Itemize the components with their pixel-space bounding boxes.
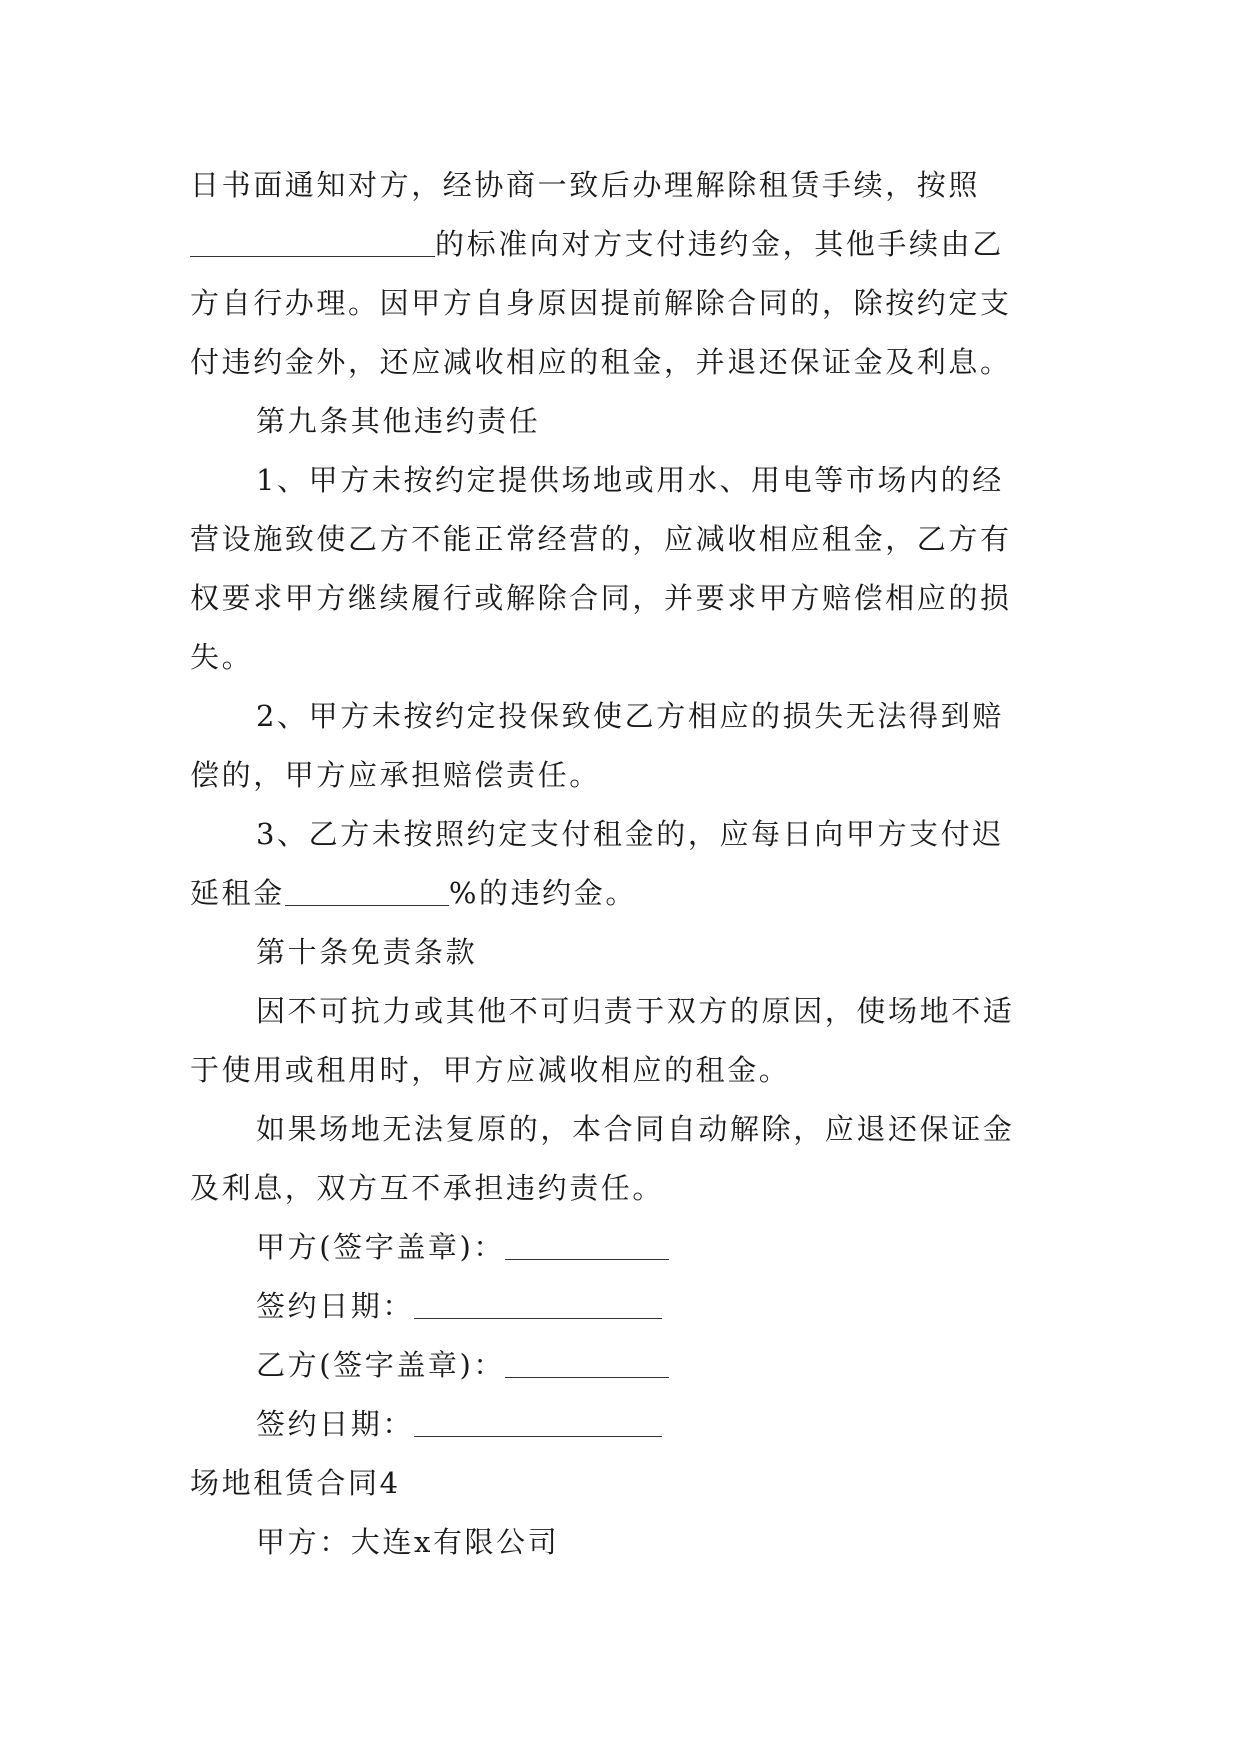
paragraph-line: 偿的，甲方应承担赔偿责任。 <box>190 758 601 792</box>
party-b-date-line <box>190 1395 1060 1454</box>
article-9-heading: 第九条其他违约责任 <box>256 404 541 438</box>
signature-label: 甲方(签字盖章)： <box>256 1230 506 1264</box>
paragraph-line: 日书面通知对方，经协商一致后办理解除租赁手续，按照 <box>190 168 981 202</box>
paragraph-line: 权要求甲方继续履行或解除合同，并要求甲方赔偿相应的损 <box>190 581 1012 615</box>
paragraph-line: 及利息，双方互不承担违约责任。 <box>190 1171 665 1205</box>
signature-blank <box>505 1227 669 1260</box>
paragraph-line: 失。 <box>190 640 254 674</box>
paragraph-line: 方自行办理。因甲方自身原因提前解除合同的，除按约定支 <box>190 286 1012 320</box>
signature-blank <box>505 1345 669 1378</box>
date-blank <box>414 1286 662 1319</box>
fill-in-blank <box>285 873 449 906</box>
paragraph-line: 3、乙方未按照约定支付租金的，应每日向甲方支付迟 <box>256 817 1004 851</box>
document-body <box>190 156 1060 1572</box>
paragraph-line: 2、甲方未按约定投保致使乙方相应的损失无法得到赔 <box>256 699 1004 733</box>
article-10-heading: 第十条免责条款 <box>256 935 478 969</box>
date-label: 签约日期： <box>256 1407 415 1441</box>
party-a-name: 甲方：大连x有限公司 <box>256 1525 560 1559</box>
paragraph-line: 因不可抗力或其他不可归责于双方的原因，使场地不适 <box>256 994 1015 1028</box>
party-a-signature-line <box>190 1218 1060 1277</box>
contract-title: 场地租赁合同4 <box>190 1466 401 1500</box>
paragraph-line: 付违约金外，还应减收相应的租金，并退还保证金及利息。 <box>190 345 1012 379</box>
date-label: 签约日期： <box>256 1289 415 1323</box>
paragraph-text: 的标准向对方支付违约金，其他手续由乙 <box>435 227 1004 261</box>
paragraph-line: 如果场地无法复原的，本合同自动解除，应退还保证金 <box>256 1112 1015 1146</box>
party-a-date-line <box>190 1277 1060 1336</box>
paragraph-line: 营设施致使乙方不能正常经营的，应减收相应租金，乙方有 <box>190 522 1012 556</box>
fill-in-blank <box>190 224 435 257</box>
paragraph-line: 于使用或租用时，甲方应减收相应的租金。 <box>190 1053 791 1087</box>
paragraph-text: 延租金 <box>190 876 285 910</box>
party-b-signature-line <box>190 1336 1060 1395</box>
paragraph-line: 1、甲方未按约定提供场地或用水、用电等市场内的经 <box>256 463 1004 497</box>
date-blank <box>414 1404 662 1437</box>
paragraph-text: %的违约金。 <box>448 876 637 910</box>
paragraph-line <box>190 864 1060 923</box>
signature-label: 乙方(签字盖章)： <box>256 1348 506 1382</box>
paragraph-line <box>190 215 1060 274</box>
